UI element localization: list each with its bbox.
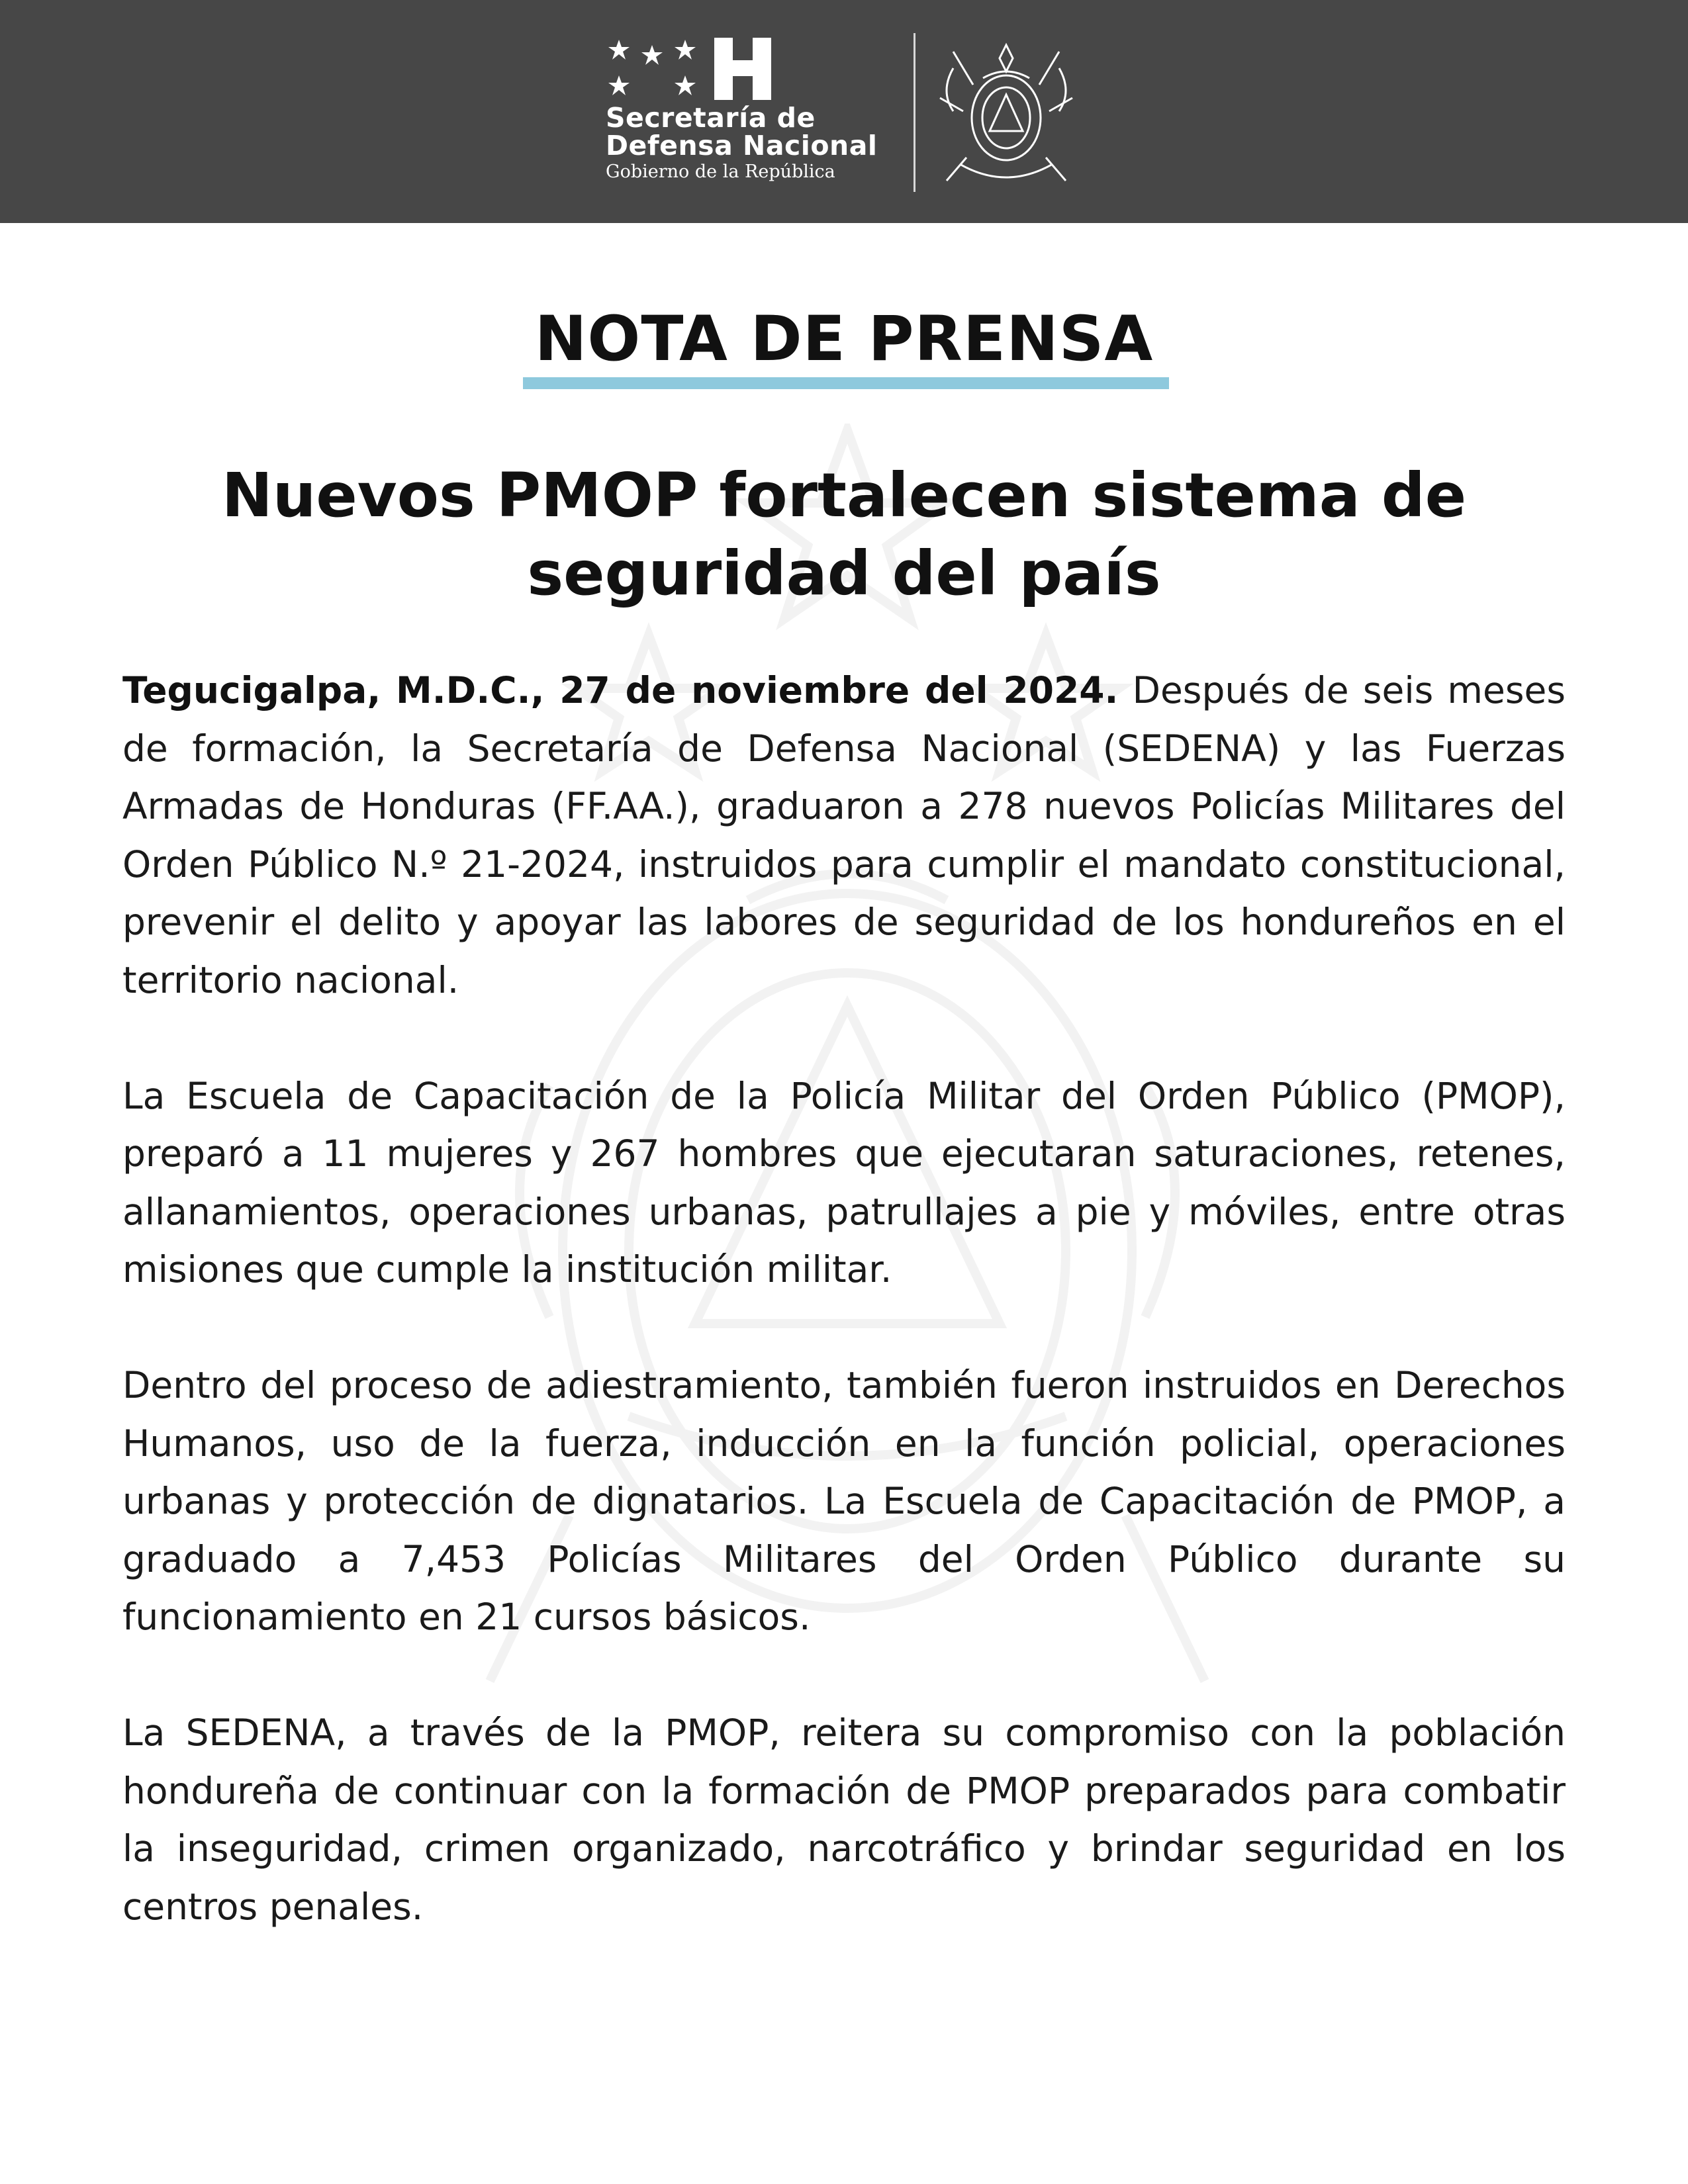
paragraph-3: Dentro del proceso de adiestramiento, también fueron instruidos en Derechos Humanos, uso de la fuerza, inducción en la función policial, operaciones urbanas y protección de dignatarios. La Escuela de Capacitación de PMOP, a graduado a 7,453 Policías Militares del Orden Público durante su funcionamiento en 21 cursos básicos. bbox=[122, 1364, 1566, 1638]
dateline: Tegucigalpa, M.D.C., 27 de noviembre del 2024. bbox=[122, 669, 1119, 711]
sedena-logo bbox=[606, 32, 910, 197]
press-release-label: NOTA DE PRENSA bbox=[534, 303, 1154, 375]
paragraph-text: Después de seis meses de formación, la Secretaría de Defensa Nacional (SEDENA) y las Fuerzas Armadas de Honduras (FF.AA.), graduaron a 278 nuevos Policías Militares del Orden Público N.º 21-2024, instruidos para cumplir el mandato constitucional, prevenir el delito y apoyar las labores de seguridad de los hondureños en el territorio nacional. bbox=[122, 669, 1566, 1001]
label-underline bbox=[523, 377, 1169, 389]
paragraph-4: La SEDENA, a través de la PMOP, reitera su compromiso con la población hondureña de continuar con la formación de PMOP preparados para combatir la inseguridad, crimen organizado, narcotráfico y brindar seguridad en los centros penales. bbox=[122, 1711, 1566, 1928]
logo-divider bbox=[914, 33, 915, 192]
header-band bbox=[0, 0, 1688, 223]
logo-title-line2: Defensa Nacional bbox=[606, 130, 878, 161]
five-star-icon bbox=[606, 38, 705, 105]
paragraph-1 bbox=[122, 662, 1566, 1009]
paragraph-2: La Escuela de Capacitación de la Policía Militar del Orden Público (PMOP), preparó a 11 mujeres y 267 hombres que ejecutaran saturaciones, retenes, allanamientos, operaciones urbanas, patrullajes a pie y móviles, entre otras misiones que cumple la institución militar. bbox=[122, 1074, 1566, 1291]
coat-of-arms-icon bbox=[927, 32, 1086, 191]
headline-line1: Nuevos PMOP fortalecen sistema de bbox=[221, 460, 1467, 531]
h-logo-icon bbox=[713, 35, 773, 101]
article-body bbox=[122, 662, 1566, 1994]
headline bbox=[119, 457, 1569, 613]
headline-line2: seguridad del país bbox=[527, 538, 1161, 609]
logo-subtitle: Gobierno de la República bbox=[606, 161, 835, 182]
logo-title-line1: Secretaría de bbox=[606, 102, 816, 134]
